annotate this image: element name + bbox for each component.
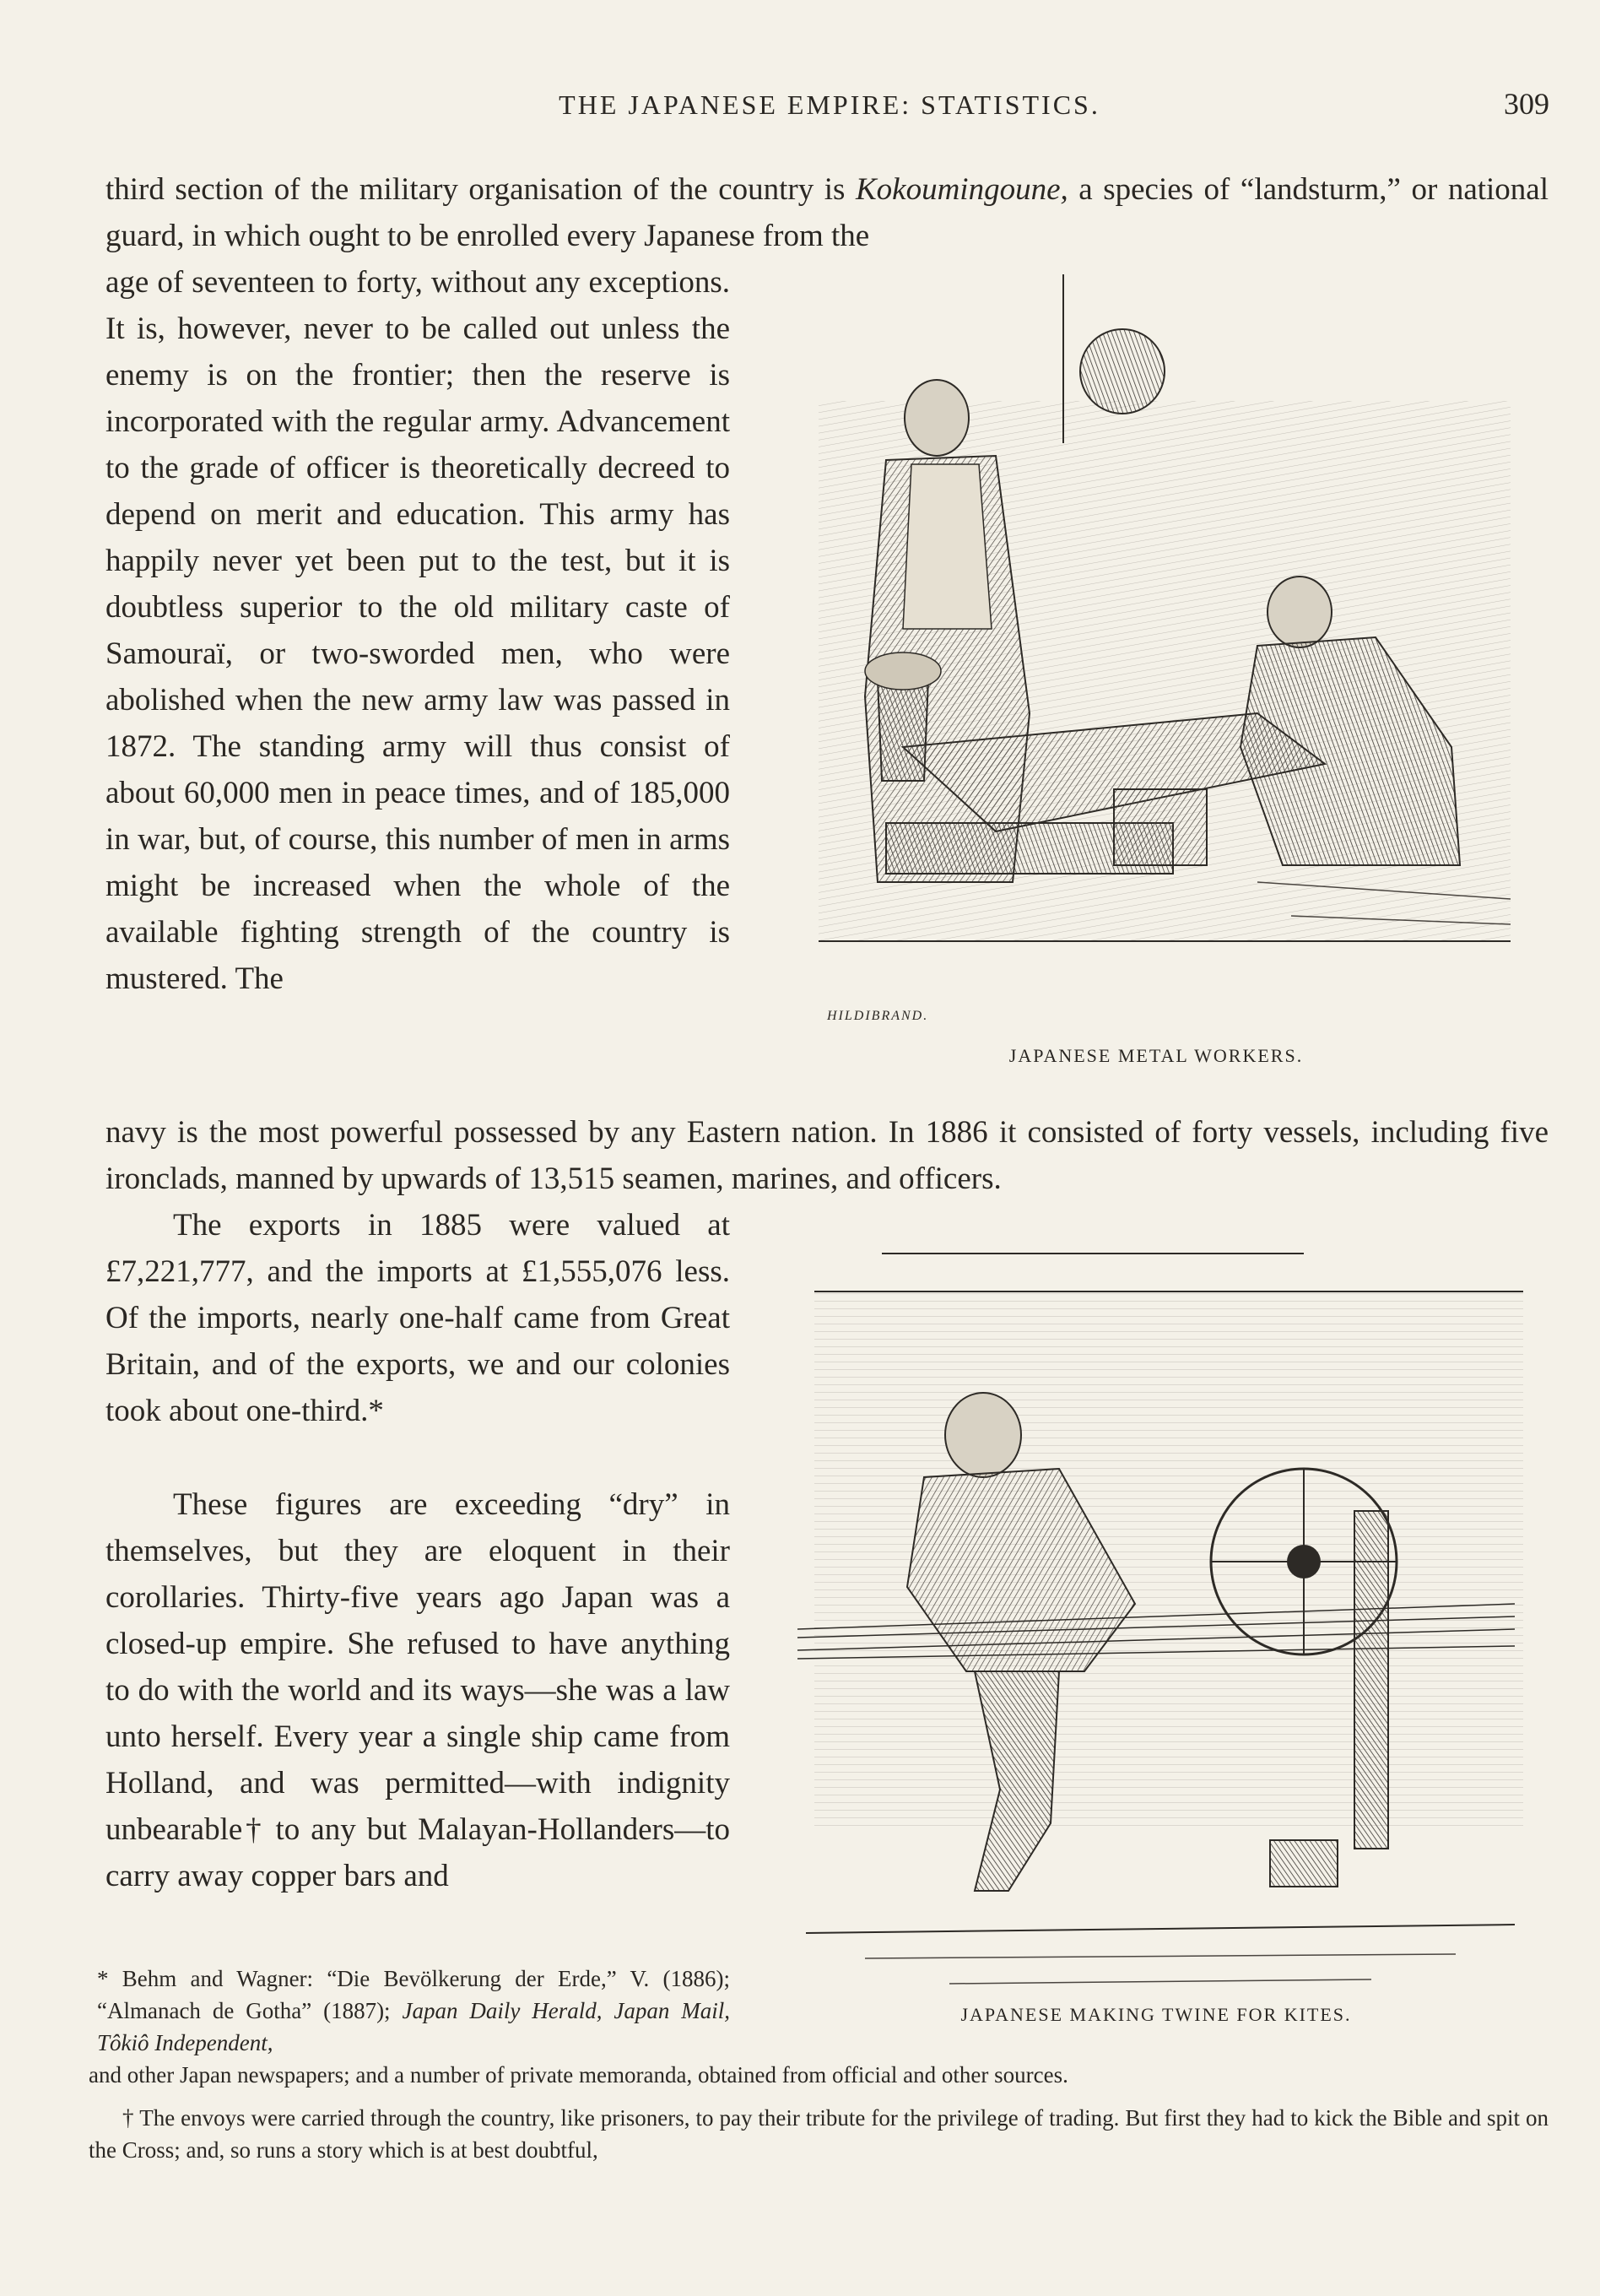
paragraph-exports: The exports in 1885 were valued at £7,221,777, and the imports at £1,555,076 less. Of the imports, nearly one-half came from Great Britain, and of the exports, we and our colonies took about one-third.*	[105, 1208, 730, 1428]
paragraph-opening-text-b: a species of “landsturm,” or national guard, in which ought to be enrolled every Japanese from the	[105, 172, 1549, 253]
running-title: THE JAPANESE EMPIRE: STATISTICS.	[559, 89, 1100, 120]
kokoumingoune-term: Kokoumingoune,	[855, 172, 1068, 207]
paragraph-closed-empire: These figures are exceeding “dry” in themselves, but they are eloquent in their corollaries. Thirty-five years ago Japan was a closed-up empire. She refused to have anything to do with the world and its ways—she was a law unto herself. Every year a single ship came from Holland, and was permitted—with indignity unbearable† to any but Malayan-Hollanders—to carry away copper bars and	[105, 1487, 730, 1893]
paragraph-navy: navy is the most powerful possessed by any Eastern nation. In 1886 it consisted of forty vessels, including five ironclads, manned by upwards of 13,515 seamen, marines, and officers.	[105, 1115, 1549, 1196]
footnote-envoys: † The envoys were carried through the country, like prisoners, to pay their tribute for the privilege of trading. But first they had to kick the Bible and spit on the Cross; and, so runs a story which is at best doubtful,	[89, 2105, 1549, 2163]
paragraph-opening	[105, 166, 1549, 259]
engraving-metal-workers	[785, 274, 1527, 1021]
illustration-twine-makers	[781, 1232, 1532, 2005]
footnote-sources-newspapers: Japan Daily Herald, Japan Mail, Tôkiô Independent,	[97, 1998, 730, 2055]
illustration-metal-workers	[785, 274, 1527, 1021]
caption-metal-workers: JAPANESE METAL WORKERS.	[1008, 1045, 1304, 1066]
footnote-sources-part1	[97, 1963, 730, 2059]
running-head	[110, 84, 1549, 127]
engraver-signature: HILDIBRAND.	[827, 1009, 929, 1023]
engraving-twine-makers	[781, 1232, 1532, 2005]
footnote-sources-text: * Behm and Wagner: “Die Bevölkerung der Erde,” V. (1886); “Almanach de Gotha” (1887);	[97, 1966, 730, 2023]
paragraph-army: age of seventeen to forty, without any exceptions. It is, however, never to be called out unless the enemy is on the frontier; then the reserve is incorporated with the regular army. Advancement to the grade of officer is theoretically decreed to depend on merit and education. This army has happily never yet been put to the test, but it is doubtless superior to the old military caste of Samouraï, or two-sworded men, who were abolished when the new army law was passed in 1872. The standing army will thus consist of about 60,000 men in peace times, and of 185,000 in war, but, of course, this number of men in arms might be increased when the whole of the available fighting strength of the country is mustered. The	[105, 265, 730, 996]
caption-twine-makers: JAPANESE MAKING TWINE FOR KITES.	[960, 2004, 1352, 2025]
paragraph-opening-text-a: third section of the military organisation of the country is	[105, 172, 856, 207]
footnote-sources-part2: and other Japan newspapers; and a number of private memoranda, obtained from official and other sources.	[89, 2062, 1068, 2088]
page-number: 309	[1504, 87, 1549, 121]
